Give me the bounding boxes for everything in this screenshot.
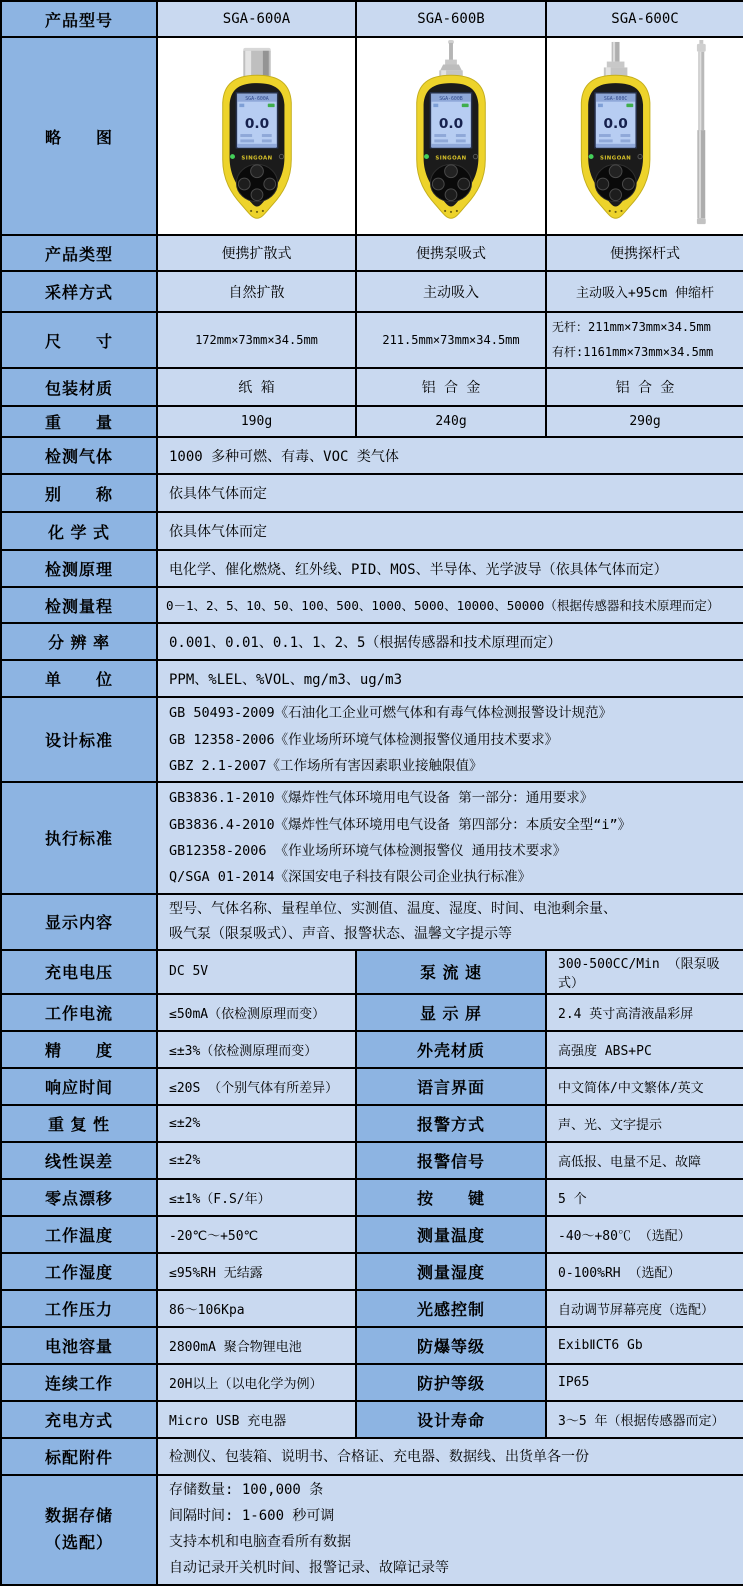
table-row-spec: [1, 1401, 743, 1438]
spec-label: 测量温度: [356, 1216, 546, 1253]
device-screen-model: SGA-600C: [603, 96, 628, 103]
row-label: 化 学 式: [1, 512, 157, 550]
spec-label: 报警方式: [356, 1105, 546, 1142]
range-value: 0－1、2、5、10、50、100、500、1000、5000、10000、50000（根据传感器和技术原理而定）: [157, 587, 743, 623]
exec-standard-4: Q/SGA 01-2014《深国安电子科技有限公司企业执行标准》: [169, 869, 532, 886]
storage-line-4: 自动记录开关机时间、报警记录、故障记录等: [169, 1559, 449, 1576]
spec-label: 光感控制: [356, 1290, 546, 1327]
row-label: 包装材质: [1, 368, 157, 406]
spec-label: 防爆等级: [356, 1327, 546, 1364]
table-row-storage: [1, 1475, 743, 1585]
gas-detector-diffusion-image: [193, 40, 321, 232]
table-row-exec-standards: [1, 782, 743, 893]
units-value: PPM、%LEL、%VOL、mg/m3、ug/m3: [157, 660, 743, 697]
table-row-spec: [1, 1253, 743, 1290]
table-row-weight: [1, 406, 743, 437]
gas-detector-probe-image: [551, 40, 739, 232]
packaging-a: 纸 箱: [157, 368, 356, 406]
spec-label: 报警信号: [356, 1142, 546, 1179]
spec-value: Micro USB 充电器: [157, 1401, 356, 1438]
device-brand: SINGOAN: [599, 155, 632, 162]
model-name-b: SGA-600B: [356, 1, 546, 37]
spec-label: 响应时间: [1, 1068, 157, 1105]
table-row-packaging: [1, 368, 743, 406]
table-row-product-type: [1, 235, 743, 271]
device-image-sga-600a: [157, 37, 356, 235]
table-row-spec: [1, 1142, 743, 1179]
product-type-b: 便携泵吸式: [356, 235, 546, 271]
table-row-spec: [1, 1364, 743, 1401]
device-image-sga-600b: [356, 37, 546, 235]
spec-label: 连续工作: [1, 1364, 157, 1401]
spec-value: DC 5V: [157, 950, 356, 994]
spec-value: ≤±1%（F.S/年）: [157, 1179, 356, 1216]
sampling-c: 主动吸入+95cm 伸缩杆: [546, 271, 743, 312]
device-screen-model: SGA-600A: [244, 96, 269, 103]
table-row-spec: [1, 1216, 743, 1253]
formula-value: 依具体气体而定: [157, 512, 743, 550]
spec-label: 测量湿度: [356, 1253, 546, 1290]
spec-value: 86～106Kpa: [157, 1290, 356, 1327]
row-label: 单 位: [1, 660, 157, 697]
table-row-formula: [1, 512, 743, 550]
spec-value: -40～+80℃ （选配）: [546, 1216, 743, 1253]
table-row-spec: [1, 1327, 743, 1364]
exec-standards-value: [157, 782, 743, 893]
spec-label: 工作温度: [1, 1216, 157, 1253]
table-row-range: [1, 587, 743, 623]
row-label: 检测气体: [1, 437, 157, 474]
packaging-b: 铝 合 金: [356, 368, 546, 406]
table-row-gases: [1, 437, 743, 474]
spec-label: 精 度: [1, 1031, 157, 1068]
spec-label: 线性误差: [1, 1142, 157, 1179]
spec-label: 重 复 性: [1, 1105, 157, 1142]
storage-label-1: 数据存储: [44, 1507, 113, 1525]
spec-value: ExibⅡCT6 Gb: [546, 1327, 743, 1364]
spec-value: 声、光、文字提示: [546, 1105, 743, 1142]
resolution-value: 0.001、0.01、0.1、1、2、5（根据传感器和技术原理而定）: [157, 623, 743, 660]
spec-value: ≤±2%: [157, 1105, 356, 1142]
spec-value: 高强度 ABS+PC: [546, 1031, 743, 1068]
spec-label: 充电方式: [1, 1401, 157, 1438]
design-standard-3: GBZ 2.1-2007《工作场所有害因素职业接触限值》: [169, 758, 483, 774]
gases-value: 1000 多种可燃、有毒、VOC 类气体: [157, 437, 743, 474]
spec-label: 工作压力: [1, 1290, 157, 1327]
storage-line-3: 支持本机和电脑查看所有数据: [169, 1533, 351, 1550]
row-label: 重 量: [1, 406, 157, 437]
spec-value: ≤95%RH 无结露: [157, 1253, 356, 1290]
table-row-spec: [1, 1290, 743, 1327]
row-label: 产品类型: [1, 235, 157, 271]
spec-label: 防护等级: [356, 1364, 546, 1401]
table-row-sampling: [1, 271, 743, 312]
storage-label-2: （选配）: [44, 1534, 113, 1552]
table-row-display-content: [1, 894, 743, 950]
design-standard-1: GB 50493-2009《石油化工企业可燃气体和有毒气体检测报警设计规范》: [169, 705, 613, 722]
spec-value: ≤20S （个别气体有所差异）: [157, 1068, 356, 1105]
device-screen-value: 0.0: [438, 116, 464, 133]
table-row-spec: [1, 1031, 743, 1068]
spec-value: 2.4 英寸高清液晶彩屏: [546, 994, 743, 1031]
spec-label: 电池容量: [1, 1327, 157, 1364]
table-row-principle: [1, 550, 743, 587]
spec-value: -20℃～+50℃: [157, 1216, 356, 1253]
table-row-spec: [1, 950, 743, 994]
spec-label: 设计寿命: [356, 1401, 546, 1438]
design-standards-value: [157, 697, 743, 782]
device-screen-value: 0.0: [244, 116, 269, 133]
row-label: 标配附件: [1, 1438, 157, 1475]
table-row-spec: [1, 1105, 743, 1142]
device-brand: SINGOAN: [435, 155, 467, 162]
product-type-a: 便携扩散式: [157, 235, 356, 271]
display-content-2: 吸气泵（限泵吸式）、声音、报警状态、温馨文字提示等: [169, 925, 512, 942]
row-label: 设计标准: [1, 697, 157, 782]
spec-label: 显 示 屏: [356, 994, 546, 1031]
gas-detector-pump-image: [387, 40, 515, 232]
dimensions-c-no-rod: 无杆：211mm×73mm×34.5mm: [552, 320, 711, 334]
dimensions-b: 211.5mm×73mm×34.5mm: [356, 312, 546, 368]
row-label: 检测量程: [1, 587, 157, 623]
header-label: 产品型号: [1, 1, 157, 37]
model-name-c: SGA-600C: [546, 1, 743, 37]
spec-value: ≤±2%: [157, 1142, 356, 1179]
exec-standard-3: GB12358-2006 《作业场所环境气体检测报警仪 通用技术要求》: [169, 842, 567, 859]
dimensions-a: 172mm×73mm×34.5mm: [157, 312, 356, 368]
exec-standard-2: GB3836.4-2010《爆炸性气体环境用电气设备 第四部分：本质安全型“i”》: [169, 816, 632, 833]
row-label: 分 辨 率: [1, 623, 157, 660]
spec-value: 5 个: [546, 1179, 743, 1216]
sketch-label: 略 图: [1, 37, 157, 235]
spec-value: 中文简体/中文繁体/英文: [546, 1068, 743, 1105]
device-screen-value: 0.0: [603, 116, 628, 133]
table-row-design-standards: [1, 697, 743, 782]
table-row-accessories: [1, 1438, 743, 1475]
design-standard-2: GB 12358-2006《作业场所环境气体检测报警仪通用技术要求》: [169, 731, 559, 748]
spec-label: 外壳材质: [356, 1031, 546, 1068]
row-label: 尺 寸: [1, 312, 157, 368]
storage-line-2: 间隔时间: 1-600 秒可调: [169, 1507, 335, 1524]
device-image-sga-600c: [546, 37, 743, 235]
row-label: 检测原理: [1, 550, 157, 587]
spec-value: ≤50mA（依检测原理而变）: [157, 994, 356, 1031]
display-content-1: 型号、气体名称、量程单位、实测值、温度、湿度、时间、电池剩余量、: [169, 900, 617, 917]
weight-c: 290g: [546, 406, 743, 437]
weight-a: 190g: [157, 406, 356, 437]
spec-value: 3～5 年（根据传感器而定）: [546, 1401, 743, 1438]
storage-value: [157, 1475, 743, 1585]
spec-value: 0-100%RH （选配）: [546, 1253, 743, 1290]
spec-label: 充电电压: [1, 950, 157, 994]
spec-label: 工作电流: [1, 994, 157, 1031]
table-row-sketch: [1, 37, 743, 235]
row-label: 别 称: [1, 474, 157, 512]
spec-value: ≤±3%（依检测原理而变）: [157, 1031, 356, 1068]
spec-label: 泵 流 速: [356, 950, 546, 994]
row-label: 执行标准: [1, 782, 157, 893]
dimensions-c-with-rod: 有杆:1161mm×73mm×34.5mm: [552, 345, 714, 360]
device-brand: SINGOAN: [240, 155, 273, 162]
spec-label: 工作湿度: [1, 1253, 157, 1290]
table-row-spec: [1, 994, 743, 1031]
row-label: [1, 1475, 157, 1585]
accessories-value: 检测仪、包装箱、说明书、合格证、充电器、数据线、出货单各一份: [157, 1438, 743, 1475]
spec-label: 按 键: [356, 1179, 546, 1216]
spec-value: IP65: [546, 1364, 743, 1401]
dimensions-c: [546, 312, 743, 368]
row-label: 采样方式: [1, 271, 157, 312]
product-type-c: 便携探杆式: [546, 235, 743, 271]
row-label: 显示内容: [1, 894, 157, 950]
table-row-units: [1, 660, 743, 697]
spec-value: 2800mA 聚合物锂电池: [157, 1327, 356, 1364]
exec-standard-1: GB3836.1-2010《爆炸性气体环境用电气设备 第一部分：通用要求》: [169, 790, 594, 807]
storage-line-1: 存储数量: 100,000 条: [169, 1481, 324, 1498]
table-row-spec: [1, 1068, 743, 1105]
spec-value: 高低报、电量不足、故障: [546, 1142, 743, 1179]
spec-label: 零点漂移: [1, 1179, 157, 1216]
sampling-b: 主动吸入: [356, 271, 546, 312]
weight-b: 240g: [356, 406, 546, 437]
telescopic-rod-image: [697, 40, 706, 224]
display-content-value: [157, 894, 743, 950]
table-row-dimensions: [1, 312, 743, 368]
table-row-alias: [1, 474, 743, 512]
table-row-resolution: [1, 623, 743, 660]
model-name-a: SGA-600A: [157, 1, 356, 37]
alias-value: 依具体气体而定: [157, 474, 743, 512]
spec-value: 自动调节屏幕亮度（选配）: [546, 1290, 743, 1327]
spec-value: 20H以上（以电化学为例）: [157, 1364, 356, 1401]
sampling-a: 自然扩散: [157, 271, 356, 312]
packaging-c: 铝 合 金: [546, 368, 743, 406]
table-row-spec: [1, 1179, 743, 1216]
spec-value: 300-500CC/Min （限泵吸式）: [546, 950, 743, 994]
table-row-header: [1, 1, 743, 37]
spec-label: 语言界面: [356, 1068, 546, 1105]
device-screen-model: SGA-600B: [439, 96, 463, 103]
principle-value: 电化学、催化燃烧、红外线、PID、MOS、半导体、光学波导（依具体气体而定）: [157, 550, 743, 587]
